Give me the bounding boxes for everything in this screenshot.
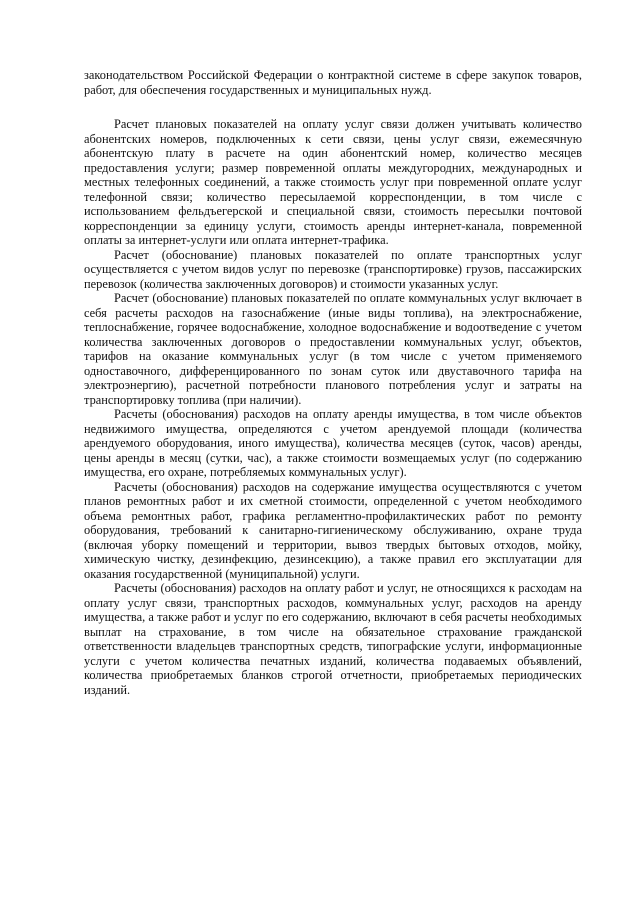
paragraph-property-maintenance: Расчеты (обоснования) расходов на содержание имущества осуществляются с учетом планов ремонтных работ и их сметной стоимости, определенной с учетом необходимого объема ремонтных работ, графика регламентно-профилактических работ по ремонту оборудования, требований к санитарно-гигиеническому обслуживанию, охране труда (включая уборку помещений и территории, вывоз твердых бытовых отходов, мойку, химическую чистку, дезинфекцию, дезинсекцию), а также правил его эксплуатации для оказания государственной (муниципальной) услуги. [84, 479, 582, 581]
paragraph-gap [84, 97, 582, 117]
paragraph-other-works-services: Расчеты (обоснования) расходов на оплату работ и услуг, не относящихся к расходам на оплату услуг связи, транспортных расходов, коммунальных услуг, расходов на аренду имущества, а также работ и услуг по его содержанию, включают в себя расчеты необходимых выплат на страхование, в том числе на обязательное страхование гражданской ответственности владельцев транспортных средств, типографские услуги, информационные услуги с учетом количества печатных изданий, количества подаваемых объявлений, количества приобретаемых бланков строгой отчетности, приобретаемых периодических изданий. [84, 581, 582, 697]
document-page [84, 68, 582, 697]
paragraph-communication-services: Расчет плановых показателей на оплату услуг связи должен учитывать количество абонентских номеров, подключенных к сети связи, цены услуг связи, ежемесячную абонентскую плату в расчете на один абонентский номер, количество месяцев предоставления услуги; размер повременной оплаты междугородних, международных и местных телефонных соединений, а также стоимость услуг при повременной оплате услуг телефонной связи; количество пересылаемой корреспонденции, в том числе с использованием фельдъегерской и специальной связи, стоимость пересылки почтовой корреспонденции за единицу услуги, стоимость аренды интернет-канала, повременной оплаты за интернет-услуги или оплата интернет-трафика. [84, 117, 582, 247]
paragraph-property-rent: Расчеты (обоснования) расходов на оплату аренды имущества, в том числе объектов недвижимого имущества, определяются с учетом арендуемой площади (количества арендуемого оборудования, иного имущества), количества месяцев (суток, часов) аренды, цены аренды в месяц (сутки, час), а также стоимости возмещаемых услуг (по содержанию имущества, его охране, потребляемых коммунальных услуг). [84, 407, 582, 479]
paragraph-continuation: законодательством Российской Федерации о контрактной системе в сфере закупок товаров, работ, для обеспечения государственных и муниципальных нужд. [84, 68, 582, 97]
paragraph-transport-services: Расчет (обоснование) плановых показателей по оплате транспортных услуг осуществляется с учетом видов услуг по перевозке (транспортировке) грузов, пассажирских перевозок (количества заключенных договоров) и стоимости указанных услуг. [84, 247, 582, 291]
paragraph-utility-services: Расчет (обоснование) плановых показателей по оплате коммунальных услуг включает в себя расчеты расходов на газоснабжение (иные виды топлива), на электроснабжение, теплоснабжение, горячее водоснабжение, холодное водоснабжение и водоотведение с учетом количества заключенных договоров о предоставлении коммунальных услуг, объектов, тарифов на оказание коммунальных услуг (в том числе с учетом применяемого одноставочного, дифференцированного по зонам суток или двуставочного тарифа на электроэнергию), расчетной потребности планового потребления услуг и затраты на транспортировку топлива (при наличии). [84, 291, 582, 407]
